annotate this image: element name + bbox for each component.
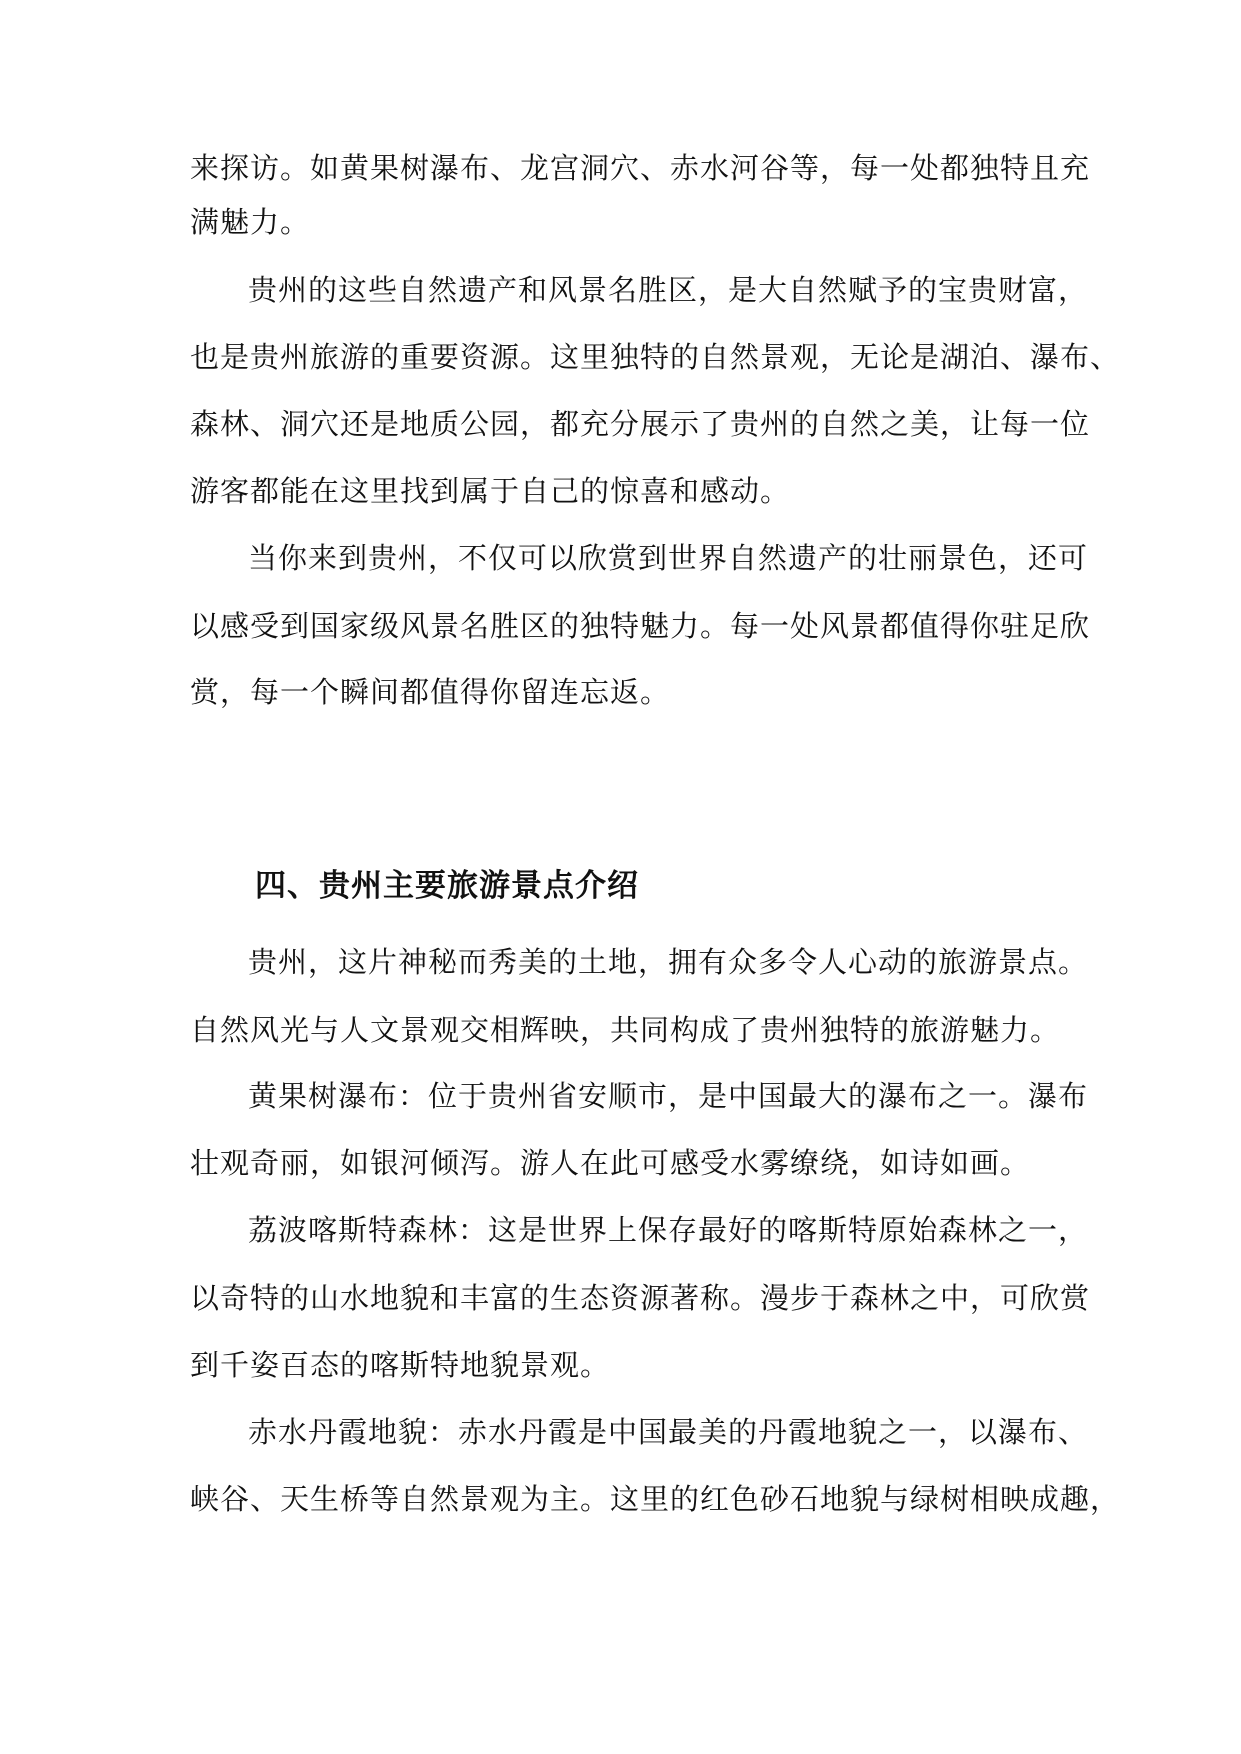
section-heading: 四、贵州主要旅游景点介绍 xyxy=(255,868,639,904)
paragraph-line: 黄果树瀑布：位于贵州省安顺市，是中国最大的瀑布之一。瀑布 xyxy=(248,1079,1089,1113)
paragraph-line: 以感受到国家级风景名胜区的独特魅力。每一处风景都值得你驻足欣 xyxy=(190,609,1091,643)
paragraph-line: 荔波喀斯特森林：这是世界上保存最好的喀斯特原始森林之一， xyxy=(248,1213,1089,1247)
paragraph-line: 来探访。如黄果树瀑布、龙宫洞穴、赤水河谷等，每一处都独特且充 xyxy=(190,151,1091,185)
paragraph-line: 壮观奇丽，如银河倾泻。游人在此可感受水雾缭绕，如诗如画。 xyxy=(190,1146,1031,1180)
paragraph-line: 森林、洞穴还是地质公园，都充分展示了贵州的自然之美，让每一位 xyxy=(190,407,1091,441)
paragraph-line: 当你来到贵州，不仅可以欣赏到世界自然遗产的壮丽景色，还可 xyxy=(248,541,1089,575)
paragraph-line: 赏，每一个瞬间都值得你留连忘返。 xyxy=(190,675,671,709)
paragraph-line: 贵州的这些自然遗产和风景名胜区，是大自然赋予的宝贵财富， xyxy=(248,273,1089,307)
paragraph-line: 贵州，这片神秘而秀美的土地，拥有众多令人心动的旅游景点。 xyxy=(248,945,1089,979)
paragraph-line: 也是贵州旅游的重要资源。这里独特的自然景观，无论是湖泊、瀑布、 xyxy=(190,340,1121,374)
paragraph-line: 赤水丹霞地貌：赤水丹霞是中国最美的丹霞地貌之一，以瀑布、 xyxy=(248,1415,1089,1449)
paragraph-line: 满魅力。 xyxy=(190,205,311,239)
paragraph-line: 自然风光与人文景观交相辉映，共同构成了贵州独特的旅游魅力。 xyxy=(190,1013,1061,1047)
paragraph-line: 峡谷、天生桥等自然景观为主。这里的红色砂石地貌与绿树相映成趣， xyxy=(190,1482,1121,1516)
paragraph-line: 游客都能在这里找到属于自己的惊喜和感动。 xyxy=(190,474,791,508)
paragraph-line: 以奇特的山水地貌和丰富的生态资源著称。漫步于森林之中，可欣赏 xyxy=(190,1281,1091,1315)
paragraph-line: 到千姿百态的喀斯特地貌景观。 xyxy=(190,1348,611,1382)
